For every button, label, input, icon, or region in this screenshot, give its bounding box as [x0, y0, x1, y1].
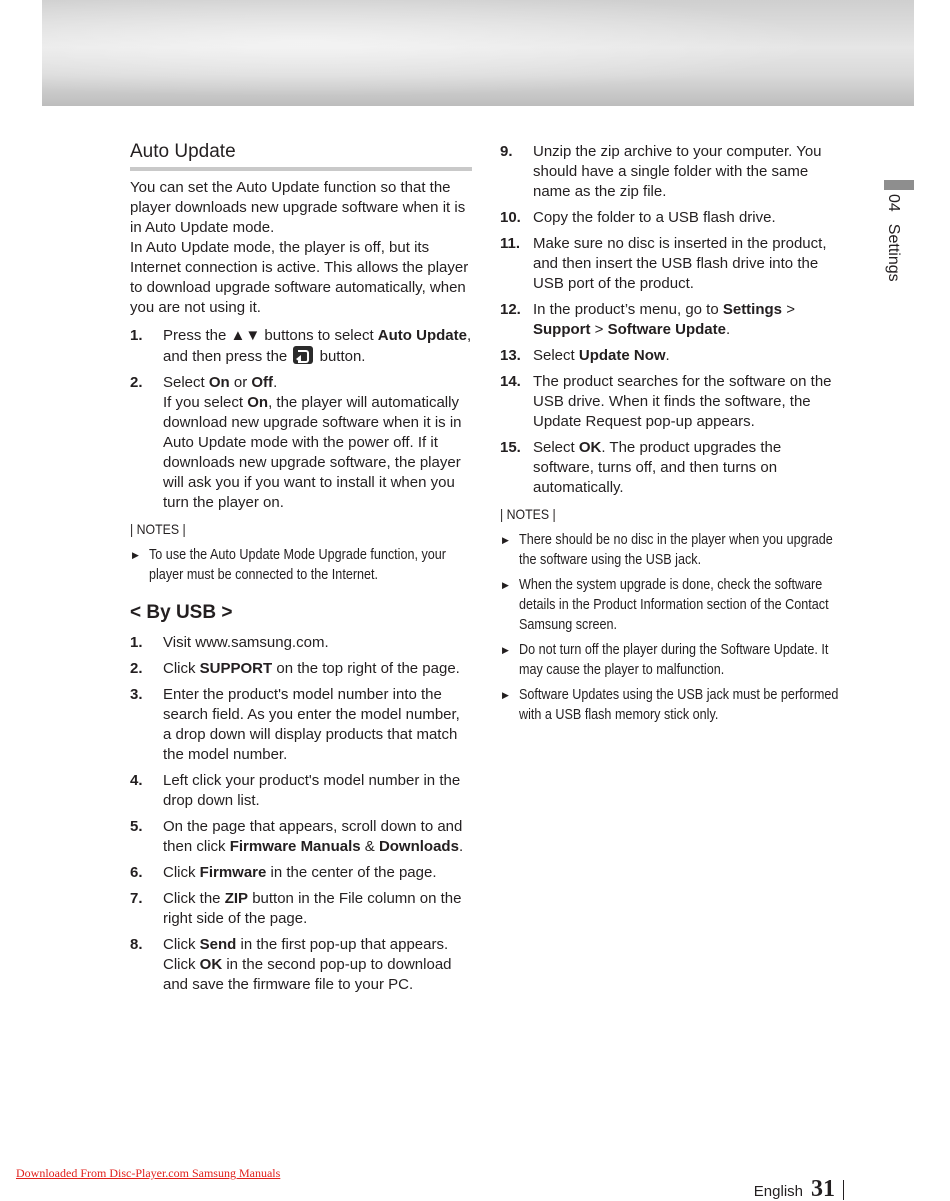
step-text	[533, 346, 844, 366]
step-highlight: Downloads	[378, 838, 459, 855]
step-text	[163, 659, 472, 679]
step-number: 12.	[500, 301, 521, 318]
right-column	[500, 142, 844, 730]
step-item	[130, 633, 472, 653]
step-text: The product searches for the software on the USB drive. When it finds the software, the Update Request pop-up appears.	[533, 373, 832, 430]
step-highlight: Software Update	[607, 321, 726, 338]
step-highlight: Update Now	[578, 347, 666, 364]
step-text: Unzip the zip archive to your computer. You should have a single folder with the same name as the zip file.	[533, 143, 822, 200]
chapter-number: 04	[885, 194, 902, 212]
step-text-part: or	[229, 374, 252, 391]
notes-label: | NOTES |	[130, 521, 186, 537]
step-text-part: >	[782, 301, 795, 318]
step-item	[130, 685, 472, 765]
triangle-right-icon: ▶	[132, 550, 139, 560]
step-item	[500, 438, 844, 498]
step-text-part: button in the File column on the right side of the page.	[163, 890, 462, 927]
step-number: 7.	[130, 890, 143, 907]
step-text	[163, 326, 472, 367]
step-text-part: in the center of the page.	[266, 864, 437, 881]
step-text-part: .	[458, 838, 464, 855]
chapter-tab	[884, 180, 914, 300]
note-item	[500, 530, 844, 570]
step-number: 15.	[500, 439, 521, 456]
step-text-part: Select	[533, 439, 579, 456]
step-item	[500, 300, 844, 340]
triangle-right-icon: ▶	[502, 580, 509, 590]
triangle-right-icon: ▶	[502, 645, 509, 655]
step-number: 4.	[130, 772, 143, 789]
step-number: 10.	[500, 209, 521, 226]
step-text	[163, 863, 472, 883]
step-item	[500, 208, 844, 228]
note-text: Do not turn off the player during the Software Update. It may cause the player to malfunction.	[519, 641, 829, 678]
step-text-part: in the second pop-up to download and save the firmware file to your PC.	[163, 956, 452, 993]
download-source-link[interactable]: Downloaded From Disc-Player.com Samsung Manuals	[16, 1166, 281, 1180]
note-item	[130, 545, 472, 585]
step-text: Copy the folder to a USB flash drive.	[533, 209, 776, 226]
step-text-part: Click the	[163, 890, 225, 907]
note-text: Software Updates using the USB jack must be performed with a USB flash memory stick only.	[519, 686, 839, 723]
step-highlight: Send	[199, 936, 237, 953]
step-highlight: Auto Update	[377, 327, 467, 344]
auto-update-notes	[130, 545, 472, 585]
chapter-label: Settings	[885, 223, 902, 282]
step-text	[163, 373, 472, 513]
step-number: 8.	[130, 936, 143, 953]
step-item	[130, 373, 472, 513]
note-text: When the system upgrade is done, check the software details in the Product Information section of the Contact Samsung screen.	[519, 576, 829, 633]
step-text-part: Select	[163, 374, 209, 391]
step-text: Left click your product's model number in the drop down list.	[163, 772, 461, 809]
step-item	[500, 234, 844, 294]
by-usb-title: < By USB >	[130, 602, 233, 623]
step-text-part: , and then press the	[163, 327, 472, 365]
step-number: 11.	[500, 235, 521, 252]
step-highlight: Support	[533, 321, 591, 338]
section-title-rule	[130, 167, 472, 171]
step-text-part: , the player will automatically download new upgrade software when it is in Auto Update mode with the power off. If it downloads new upgrade software, the player will ask you if you want to install it when you turn the player on.	[163, 394, 462, 511]
triangle-right-icon: ▶	[502, 535, 509, 545]
step-text-part: Click	[163, 864, 200, 881]
step-number: 1.	[130, 634, 143, 651]
step-item	[500, 372, 844, 432]
step-number: 13.	[500, 347, 521, 364]
notes-label: | NOTES |	[500, 506, 556, 522]
step-item	[130, 659, 472, 679]
step-text-part: On the page that appears, scroll down to and then click	[163, 818, 463, 855]
step-number: 2.	[130, 660, 143, 677]
step-text-part: Select	[533, 347, 579, 364]
step-highlight: Firmware Manuals	[229, 838, 361, 855]
step-highlight: ZIP	[224, 890, 249, 907]
note-text: To use the Auto Update Mode Upgrade function, your player must be connected to the Internet.	[149, 546, 446, 583]
step-highlight: Off	[251, 374, 274, 391]
step-text	[163, 889, 472, 929]
enter-button-icon	[293, 346, 313, 364]
step-number: 14.	[500, 373, 521, 390]
step-number: 1.	[130, 327, 143, 344]
step-number: 3.	[130, 686, 143, 703]
step-highlight: On	[208, 374, 230, 391]
step-text-part: on the top right of the page.	[272, 660, 460, 677]
triangle-right-icon: ▶	[502, 690, 509, 700]
step-highlight: Firmware	[199, 864, 267, 881]
step-text-part: .	[273, 374, 278, 391]
step-text-part: .	[725, 321, 731, 338]
step-text: Make sure no disc is inserted in the product, and then insert the USB flash drive into the USB port of the product.	[533, 235, 827, 292]
step-number: 9.	[500, 143, 513, 160]
step-text	[163, 817, 472, 857]
step-text-part: Click	[163, 660, 200, 677]
page-number-divider	[843, 1180, 844, 1200]
step-highlight: Settings	[722, 301, 783, 318]
note-text: There should be no disc in the player when you upgrade the software using the USB jack.	[519, 531, 833, 568]
step-text	[163, 935, 472, 995]
usb-notes	[500, 530, 844, 725]
page-number: 31	[811, 1176, 835, 1201]
step-text: Enter the product's model number into the search field. As you enter the model number, a drop down will display products that match the model number.	[163, 686, 460, 763]
note-item	[500, 685, 844, 725]
step-text	[533, 300, 844, 340]
step-highlight: On	[247, 394, 269, 411]
step-highlight: OK	[199, 956, 223, 973]
left-column	[130, 140, 472, 1001]
step-item	[130, 889, 472, 929]
header-banner	[42, 0, 914, 106]
step-text-part: In the product’s menu, go to	[533, 301, 723, 318]
step-item	[500, 346, 844, 366]
step-text-part: .	[665, 347, 670, 364]
note-item	[500, 640, 844, 680]
page-footer	[754, 1176, 844, 1201]
step-item	[130, 817, 472, 857]
auto-update-intro-2: In Auto Update mode, the player is off, but its Internet connection is active. This allows the player to download upgrade software automatically, when you are not using it.	[130, 239, 469, 316]
step-number: 2.	[130, 374, 143, 391]
step-text-part: &	[360, 838, 379, 855]
step-text-part: . The product upgrades the software, turns off, and then turns on automatically.	[533, 439, 782, 496]
step-item	[500, 142, 844, 202]
step-text: Visit www.samsung.com.	[163, 634, 329, 651]
step-text-part: If you select	[163, 394, 248, 411]
chapter-tab-bar	[884, 180, 914, 190]
chapter-tab-text	[884, 194, 902, 282]
step-text-part: >	[590, 321, 608, 338]
step-item	[130, 935, 472, 995]
step-text	[533, 438, 844, 498]
auto-update-title: Auto Update	[130, 141, 236, 162]
auto-update-steps	[130, 326, 472, 513]
step-item	[130, 771, 472, 811]
step-number: 6.	[130, 864, 143, 881]
usb-steps-right	[500, 142, 844, 498]
usb-steps-left	[130, 633, 472, 995]
step-item	[130, 326, 472, 367]
step-text-part: in the first pop-up that appears. Click	[163, 936, 449, 973]
step-text-part: Click	[163, 936, 200, 953]
step-highlight: OK	[578, 439, 602, 456]
step-text-part: Press the ▲▼ buttons to select	[163, 327, 378, 344]
step-highlight: SUPPORT	[199, 660, 273, 677]
step-number: 5.	[130, 818, 143, 835]
footer-language: English	[753, 1183, 803, 1200]
auto-update-intro-1: You can set the Auto Update function so that the player downloads new upgrade software when it is in Auto Update mode.	[130, 179, 466, 236]
step-text-part: button.	[315, 348, 366, 365]
note-item	[500, 575, 844, 635]
step-item	[130, 863, 472, 883]
